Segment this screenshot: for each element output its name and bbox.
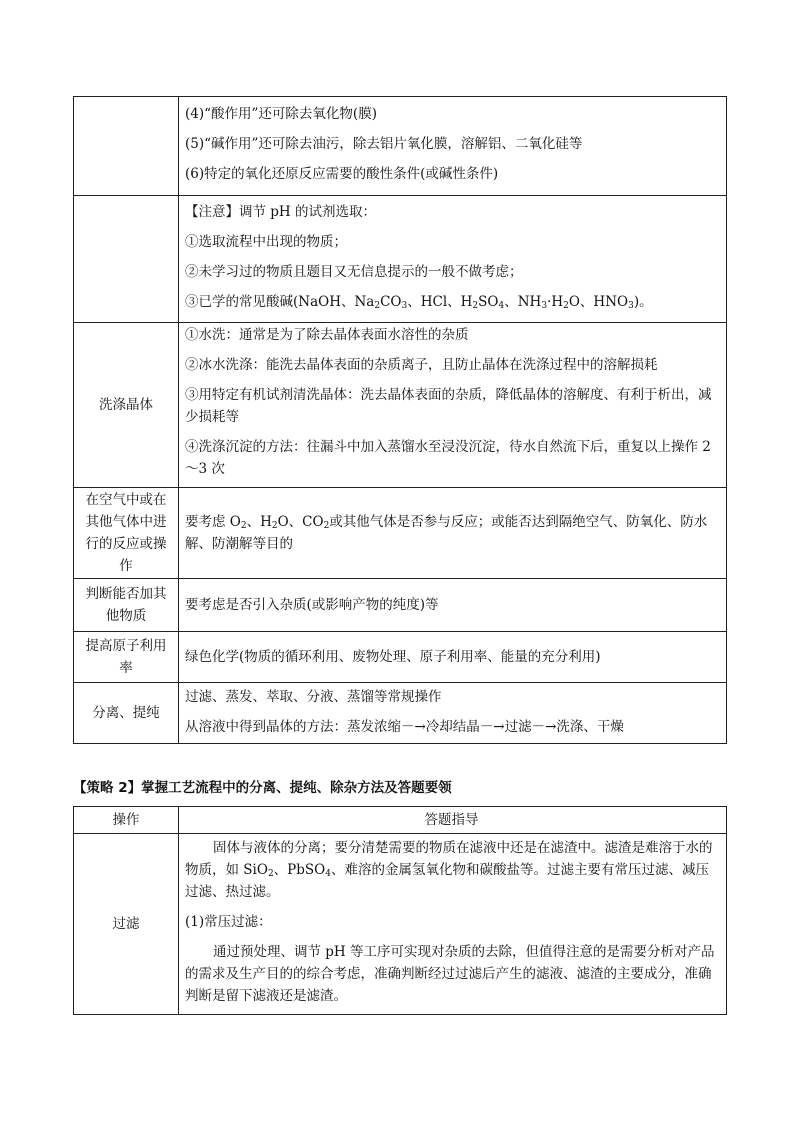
list-item: ①水洗：通常是为了除去晶体表面水溶性的杂质 [185, 327, 469, 343]
row-label: 判断能否加其他物质 [74, 579, 179, 632]
list-item: ①选取流程中出现的物质； [185, 234, 347, 250]
wash-crystal-cell [179, 323, 727, 488]
list-item: ④洗涤沉淀的方法：往漏斗中加入蒸馏水至浸没沉淀，待水自然流下后，重复以上操作 2～3 次 [185, 439, 711, 477]
sub-title: (1)常压过滤： [185, 914, 272, 930]
table-row [74, 683, 727, 744]
list-item: ③用特定有机试剂清洗晶体：洗去晶体表面的杂质，降低晶体的溶解度、有利于析出，减少损耗等 [185, 387, 712, 425]
separation-cell [179, 683, 727, 744]
list-item: ②冰水洗涤：能洗去晶体表面的杂质离子，且防止晶体在洗涤过程中的溶解损耗 [185, 357, 658, 373]
row-label: 提高原子利用率 [74, 632, 179, 683]
table-row [74, 579, 727, 632]
ph-note-cell [179, 196, 727, 323]
table-row [74, 834, 727, 1015]
list-item: ②未学习过的物质且题目又无信息提示的一般不做考虑； [185, 264, 523, 280]
row-label: 在空气中或在其他气体中进行的反应或操作 [74, 488, 179, 579]
add-substance-cell: 要考虑是否引入杂质(或影响产物的纯度)等 [179, 579, 727, 632]
row-label-empty [74, 97, 179, 196]
table-row [74, 488, 727, 579]
column-header-operation: 操作 [74, 807, 179, 834]
list-item: (5)“碱作用”还可除去油污，除去铝片氧化膜，溶解铝、二氧化硅等 [185, 136, 583, 152]
column-header-guide: 答题指导 [179, 807, 727, 834]
table-row [74, 632, 727, 683]
list-item: (6)特定的氧化还原反应需要的酸性条件(或碱性条件) [185, 166, 499, 182]
filter-guide-cell [179, 834, 727, 1015]
process-table [73, 96, 727, 744]
strategy-heading: 【策略 2】掌握工艺流程中的分离、提纯、除杂方法及答题要领 [73, 780, 452, 796]
table-header-row [74, 807, 727, 834]
separation-table [73, 806, 727, 1015]
table-row [74, 97, 727, 196]
table-row [74, 196, 727, 323]
row-label: 洗涤晶体 [74, 323, 179, 488]
atom-utilization-cell: 绿色化学(物质的循环利用、废物处理、原子利用率、能量的充分利用) [179, 632, 727, 683]
list-item: (4)“酸作用”还可除去氧化物(膜) [185, 106, 377, 122]
row-label: 过滤 [74, 834, 179, 1015]
note-title: 【注意】调节 pH 的试剂选取： [185, 204, 376, 220]
list-item: ③已学的常见酸碱(NaOH、$Na_2CO_3$、HCl、$H_2SO_4$、$NH_3\cdot H_2O$、$HNO_3$)。 [185, 294, 653, 311]
row-label: 分离、提纯 [74, 683, 179, 744]
row-label-empty [74, 196, 179, 323]
acid-base-uses-cell [179, 97, 727, 196]
list-item: 过滤、蒸发、萃取、分液、蒸馏等常规操作 [185, 689, 442, 705]
table-row [74, 323, 727, 488]
list-item: 从溶液中得到晶体的方法：蒸发浓缩－→冷却结晶－→过滤－→洗涤、干燥 [185, 719, 624, 735]
air-reaction-cell: 要考虑 $O_2$、$H_2O$、$CO_2$或其他气体是否参与反应；或能否达到隔绝空气、防氧化、防水解、防潮解等目的 [179, 488, 727, 579]
paragraph: 固体与液体的分离；要分清楚需要的物质在滤液中还是在滤渣中。滤渣是难溶于水的物质，如 SiO$_2$、PbSO$_4$、难溶的金属氢氧化物和碳酸盐等。过滤主要有常压过滤、减压过滤、热过滤。 [185, 840, 713, 900]
paragraph: 通过预处理、调节 pH 等工序可实现对杂质的去除，但值得注意的是需要分析对产品的需求及生产目的的综合考虑，准确判断经过过滤后产生的滤液、滤渣的主要成分，准确判断是留下滤液还是滤渣。 [185, 944, 715, 1004]
